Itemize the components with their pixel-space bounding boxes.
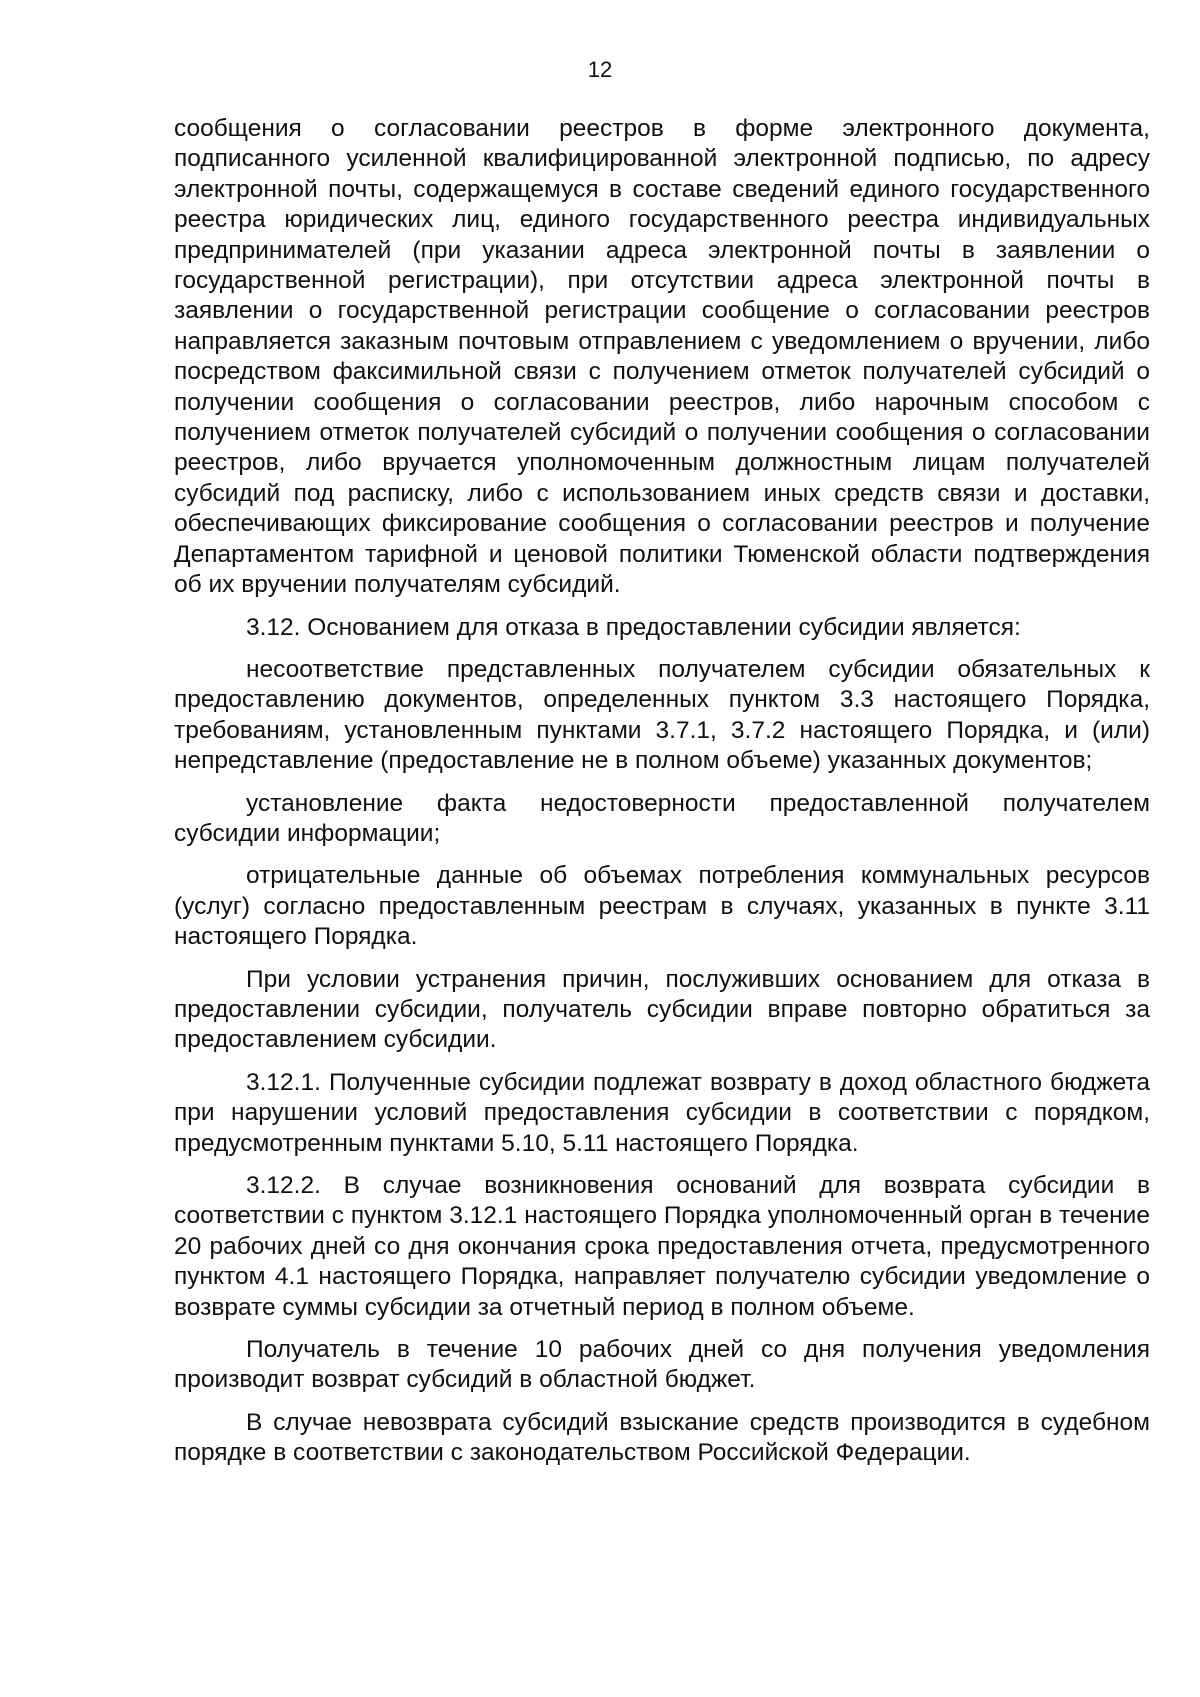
paragraph-section-3-12-2: 3.12.2. В случае возникновения оснований для возврата субсидии в соответствии с пунктом 3.12.1 настоящего Порядка уполномоченный орган в течение 20 рабочих дней со дня окончания срока предоставления отчета, предусмотренного пунктом 4.1 настоящего Порядка, направляет получателю субсидии уведомление о возврате суммы субсидии за отчетный период в полном объеме.	[174, 1172, 1150, 1321]
paragraph-refund-deadline: Получатель в течение 10 рабочих дней со дня получения уведомления производит возврат субсидий в областной бюджет.	[174, 1336, 1150, 1394]
page-number: 12	[587, 57, 613, 82]
paragraph-section-3-12-1: 3.12.1. Полученные субсидии подлежат возврату в доход областного бюджета при нарушении условий предоставления субсидии в соответствии с порядком, предусмотренным пунктами 5.10, 5.11 настоящего Порядка.	[174, 1068, 1150, 1157]
paragraph-continuation: сообщения о согласовании реестров в форме электронного документа, подписанного усиленной квалифицированной электронной подписью, по адресу электронной почты, содержащемуся в составе сведений единого государственного реестра юридических лиц, единого государственного реестра индивидуальных предпринимателей (при указании адреса электронной почты в заявлении о государственной регистрации), при отсутствии адреса электронной почты в заявлении о государственной регистрации сообщение о согласовании реестров направляется заказным почтовым отправлением с уведомлением о вручении, либо посредством факсимильной связи с получением отметок получателей субсидий о получении сообщения о согласовании реестров, либо нарочным способом с получением отметок получателей субсидий о получении сообщения о согласовании реестров, либо вручается уполномоченным должностным лицам получателей субсидий под расписку, либо с использованием иных средств связи и доставки, обеспечивающих фиксирование сообщения о согласовании реестров и получение Департаментом тарифной и ценовой политики Тюменской области подтверждения об их вручении получателям субсидий.	[174, 115, 1150, 599]
paragraph-court-recovery: В случае невозврата субсидий взыскание средств производится в судебном порядке в соответствии с законодательством Российской Федерации.	[174, 1408, 1150, 1467]
paragraph-reapplication: При условии устранения причин, послуживших основанием для отказа в предоставлении субсидии, получатель субсидии вправе повторно обратиться за предоставлением субсидии.	[174, 965, 1150, 1054]
paragraph-refusal-reason-1: несоответствие представленных получателем субсидии обязательных к предоставлению документов, определенных пунктом 3.3 настоящего Порядка, требованиям, установленным пунктами 3.7.1, 3.7.2 настоящего Порядка, и (или) непредставление (предоставление не в полном объеме) указанных документов;	[174, 655, 1150, 775]
paragraph-section-3-12: 3.12. Основанием для отказа в предоставлении субсидии является:	[246, 613, 1021, 641]
paragraph-refusal-reason-2: установление факта недостоверности предоставленной получателем субсидии информации;	[174, 789, 1150, 847]
paragraph-refusal-reason-3: отрицательные данные об объемах потребления коммунальных ресурсов (услуг) согласно предоставленным реестрам в случаях, указанных в пункте 3.11 настоящего Порядка.	[174, 862, 1150, 951]
document-body	[174, 114, 1150, 1469]
